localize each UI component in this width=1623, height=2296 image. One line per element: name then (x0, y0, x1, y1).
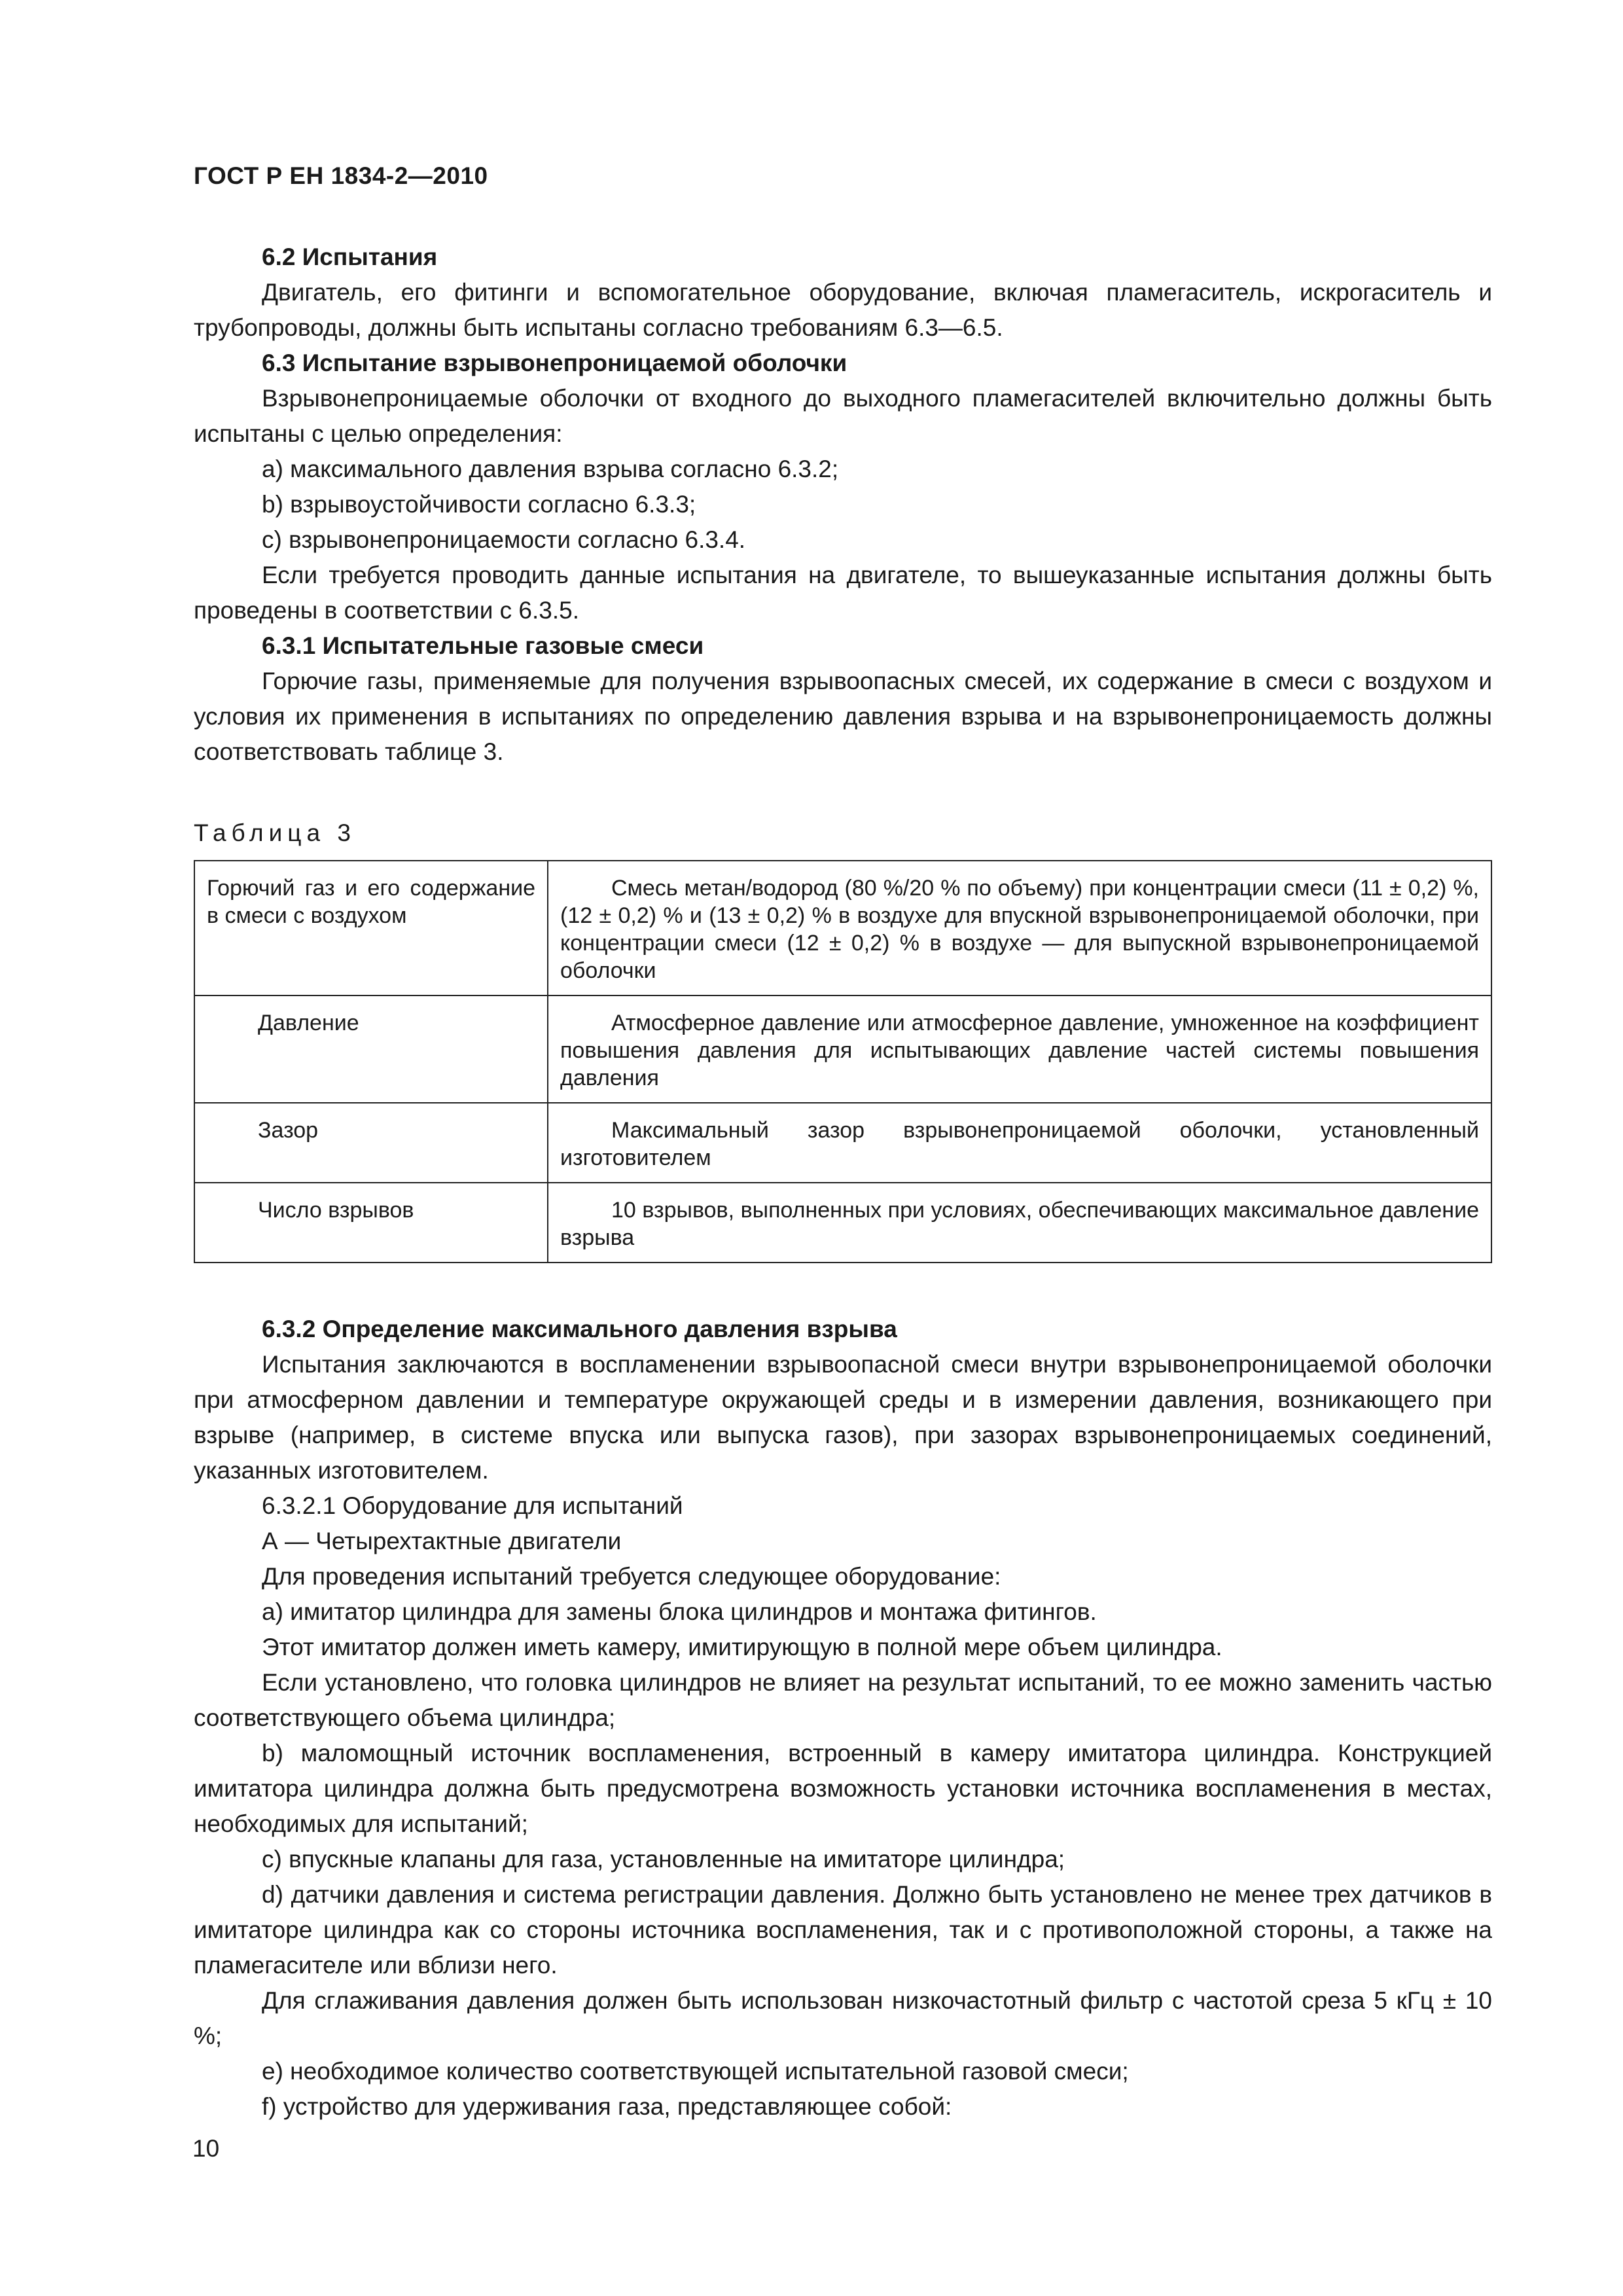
page-content (194, 240, 1492, 2125)
list-item-c: c) взрывонепроницаемости согласно 6.3.4. (262, 526, 746, 553)
table-cell-value: Атмосферное давление или атмосферное давление, умноженное на коэффициент повышения давления для испытывающих давление частей системы повышения давления (548, 996, 1491, 1103)
section-6-2-heading: 6.2 Испытания (262, 243, 438, 270)
section-6-3-2-paragraph: Испытания заключаются в воспламенении взрывоопасной смеси внутри взрывонепроницаемой оболочки при атмосферном давлении и температуре окружающей среды и в измерении давления, возникающего при взрыве (например, в системе впуска или выпуска газов), при зазорах взрывонепроницаемых соединений, указанных изготовителем. (194, 1351, 1492, 1484)
subsection-a-heading: А — Четырехтактные двигатели (262, 1528, 622, 1554)
table-row (194, 996, 1491, 1103)
subsection-6-3-2-1-heading: 6.3.2.1 Оборудование для испытаний (262, 1492, 683, 1519)
equipment-item-b: b) маломощный источник воспламенения, встроенный в камеру имитатора цилиндра. Конструкцией имитатора цилиндра должна быть предусмотрена возможность установки источника воспламенения в местах, необходимых для испытаний; (194, 1740, 1492, 1837)
section-6-3-1-heading: 6.3.1 Испытательные газовые смеси (262, 632, 704, 659)
equipment-item-a-note-2: Если установлено, что головка цилиндров не влияет на результат испытаний, то ее можно заменить частью соответствующего объема цилиндра; (194, 1669, 1492, 1731)
section-6-3-2-heading: 6.3.2 Определение максимального давления взрыва (262, 1316, 897, 1342)
table-row (194, 1103, 1491, 1183)
table-cell-param: Горючий газ и его содержание в смеси с воздухом (194, 861, 548, 996)
table-cell-value: Максимальный зазор взрывонепроницаемой оболочки, установленный изготовителем (548, 1103, 1491, 1183)
section-6-3-paragraph: Взрывонепроницаемые оболочки от входного до выходного пламегасителей включительно должны быть испытаны с целью определения: (194, 385, 1492, 447)
equipment-item-c: c) впускные клапаны для газа, установленные на имитаторе цилиндра; (262, 1846, 1065, 1873)
list-item-b: b) взрывоустойчивости согласно 6.3.3; (262, 491, 696, 518)
table-cell-param: Число взрывов (194, 1183, 548, 1263)
page-number: 10 (192, 2135, 220, 2162)
list-item-a: a) максимального давления взрыва согласно 6.3.2; (262, 456, 839, 482)
section-6-3-1-paragraph: Горючие газы, применяемые для получения взрывоопасных смесей, их содержание в смеси с воздухом и условия их применения в испытаниях по определению давления взрыва и на взрывонепроницаемость должны соответствовать таблице 3. (194, 668, 1492, 765)
document-header: ГОСТ Р ЕН 1834-2—2010 (194, 162, 488, 189)
test-conditions-table (194, 860, 1492, 1263)
table-cell-param: Зазор (194, 1103, 548, 1183)
table-caption: Таблица 3 (194, 819, 356, 846)
equipment-intro: Для проведения испытаний требуется следующее оборудование: (262, 1563, 1001, 1590)
table-cell-value: 10 взрывов, выполненных при условиях, обеспечивающих максимальное давление взрыва (548, 1183, 1491, 1263)
table-row (194, 1183, 1491, 1263)
equipment-item-d-note: Для сглаживания давления должен быть использован низкочастотный фильтр с частотой среза 5 кГц ± 10 %; (194, 1987, 1492, 2049)
table-row (194, 861, 1491, 996)
equipment-item-e: e) необходимое количество соответствующей испытательной газовой смеси; (262, 2058, 1129, 2085)
section-6-3-paragraph-2: Если требуется проводить данные испытания на двигателе, то вышеуказанные испытания должны быть проведены в соответствии с 6.3.5. (194, 562, 1492, 624)
equipment-item-a-note-1: Этот имитатор должен иметь камеру, имитирующую в полной мере объем цилиндра. (262, 1634, 1222, 1660)
equipment-item-f: f) устройство для удерживания газа, представляющее собой: (262, 2093, 952, 2120)
table-cell-param: Давление (194, 996, 548, 1103)
equipment-item-d: d) датчики давления и система регистрации давления. Должно быть установлено не менее трех датчиков в имитаторе цилиндра как со стороны источника воспламенения, так и с противоположной стороны, а также на пламегасителе или вблизи него. (194, 1881, 1492, 1979)
section-6-3-heading: 6.3 Испытание взрывонепроницаемой оболочки (262, 350, 847, 376)
equipment-item-a: a) имитатор цилиндра для замены блока цилиндров и монтажа фитингов. (262, 1598, 1097, 1625)
table-cell-value: Смесь метан/водород (80 %/20 % по объему) при концентрации смеси (11 ± 0,2) %, (12 ± 0,2) % и (13 ± 0,2) % в воздухе для впускной взрывонепроницаемой оболочки, при концентрации смеси (12 ± 0,2) % в воздухе — для выпускной взрывонепроницаемой оболочки (548, 861, 1491, 996)
section-6-2-paragraph: Двигатель, его фитинги и вспомогательное оборудование, включая пламегаситель, искрогаситель и трубопроводы, должны быть испытаны согласно требованиям 6.3—6.5. (194, 279, 1492, 341)
